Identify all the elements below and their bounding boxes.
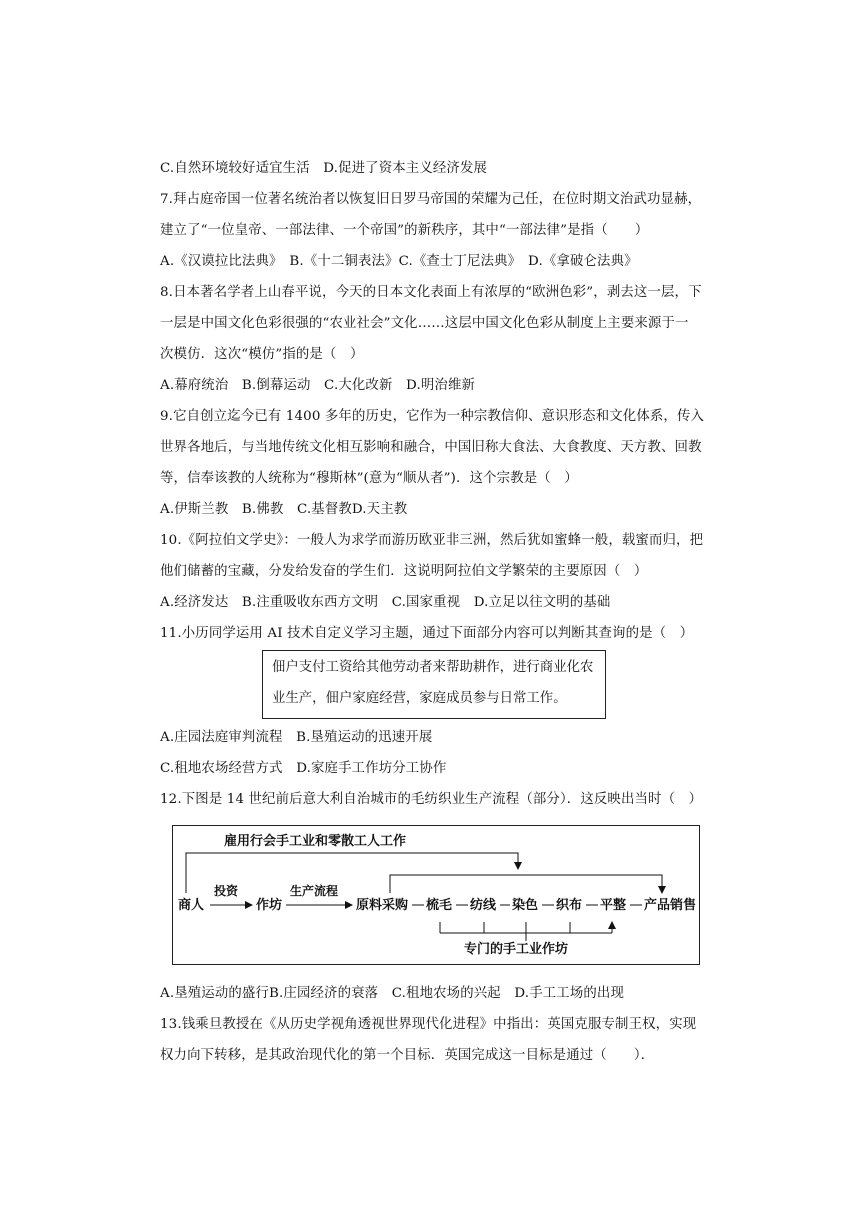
q9-stem-line1: 9.它自创立迄今已有 1400 多年的历史，它作为一种宗教信仰、意识形态和文化体系，传入 bbox=[160, 409, 705, 424]
diagram-merchant: 商人 bbox=[178, 898, 205, 913]
q8-options: A.幕府统治 B.倒幕运动 C.大化改新 D.明治维新 bbox=[160, 378, 476, 393]
step-dyeing: 染色 bbox=[512, 898, 539, 913]
step-finishing: 平整 bbox=[600, 898, 627, 913]
q13-stem-line2: 权力向下转移，是其政治现代化的第一个目标．英国完成这一目标是通过（ ）． bbox=[160, 1048, 655, 1063]
diagram-bottom-label: 专门的手工业作坊 bbox=[464, 942, 569, 957]
step-raw-purchase: 原料采购 bbox=[356, 898, 409, 913]
q10-options: A.经济发达 B.注重吸收东西方文明 C.国家重视 D.立足以往文明的基础 bbox=[160, 595, 611, 610]
q11-options-cd: C.租地农场经营方式 D.家庭手工作坊分工协作 bbox=[160, 761, 447, 776]
q13-stem-line1: 13.钱乘旦教授在《从历史学视角透视世界现代化进程》中指出：英国克服专制王权，实现 bbox=[160, 1017, 697, 1032]
q6-options-cd: C.自然环境较好适宜生活 D.促进了资本主义经济发展 bbox=[160, 161, 488, 176]
diagram-workshop: 作坊 bbox=[256, 898, 283, 913]
workshop-arrows bbox=[440, 922, 612, 933]
q9-options: A.伊斯兰教 B.佛教 C.基督教D.天主教 bbox=[160, 502, 408, 517]
q8-stem-line1: 8.日本著名学者上山春平说，今天的日本文化表面上有浓厚的“欧洲色彩”，剥去这一层，下 bbox=[160, 285, 702, 300]
q12-options: A.垦殖运动的盛行B.庄园经济的衰落 C.租地农场的兴起 D.手工工场的出现 bbox=[160, 986, 624, 1001]
q11-stem: 11.小历同学运用 AI 技术自定义学习主题，通过下面部分内容可以判断其查询的是（ ） bbox=[160, 626, 694, 641]
step-carding: 梳毛 bbox=[426, 898, 453, 913]
q11-material-line1: 佃户支付工资给其他劳动者来帮助耕作，进行商业化农 bbox=[272, 660, 594, 675]
q10-stem-line1: 10.《阿拉伯文学史》：一般人为求学而游历欧亚非三洲，然后犹如蜜蜂一般，载蜜而归，把 bbox=[160, 533, 704, 548]
q10-stem-line2: 他们储蓄的宝藏，分发给发奋的学生们．这说明阿拉伯文学繁荣的主要原因（ ） bbox=[160, 564, 648, 579]
q7-stem-line2: 建立了“一位皇帝、一部法律、一个帝国”的新秩序，其中“一部法律”是指（ ） bbox=[160, 223, 649, 238]
q7-options: A.《汉谟拉比法典》 B.《十二铜表法》C.《查士丁尼法典》 D.《拿破仑法典》 bbox=[160, 254, 638, 269]
q11-material-box bbox=[262, 650, 606, 719]
q11-options-ab: A.庄园法庭审判流程 B.垦殖运动的迅速开展 bbox=[160, 730, 433, 745]
q7-stem-line1: 7.拜占庭帝国一位著名统治者以恢复旧日罗马帝国的荣耀为己任，在位时期文治武功显赫， bbox=[160, 192, 702, 207]
q11-material-line2: 业生产，佃户家庭经营，家庭成员参与日常工作。 bbox=[272, 691, 567, 706]
q9-stem-line2: 世界各地后，与当地传统文化相互影响和融合，中国旧称大食法、大食教度、天方教、回教 bbox=[160, 440, 702, 455]
step-product-sales: 产品销售 bbox=[644, 898, 697, 913]
diagram-top-label: 雇用行会手工业和零散工人工作 bbox=[224, 834, 407, 849]
sales-loop-arrow bbox=[390, 875, 662, 893]
q9-stem-line3: 等，信奉该教的人统称为“穆斯林”(意为“顺从者”)．这个宗教是（ ） bbox=[160, 471, 578, 486]
step-spinning: 纺线 bbox=[470, 898, 497, 913]
diagram-invest-label: 投资 bbox=[214, 884, 239, 898]
q8-stem-line2: 一层是中国文化色彩很强的“农业社会”文化……这层中国文化色彩从制度上主要来源于一 bbox=[160, 316, 689, 331]
q12-stem: 12.下图是 14 世纪前后意大利自治城市的毛纺织业生产流程（部分）．这反映出当时（ ） bbox=[160, 792, 703, 807]
diagram-process-label: 生产流程 bbox=[290, 884, 339, 898]
step-weaving: 织布 bbox=[556, 898, 583, 913]
wool-production-diagram bbox=[172, 825, 700, 965]
q8-stem-line3: 次模仿．这次“模仿”指的是（ ） bbox=[160, 347, 364, 362]
